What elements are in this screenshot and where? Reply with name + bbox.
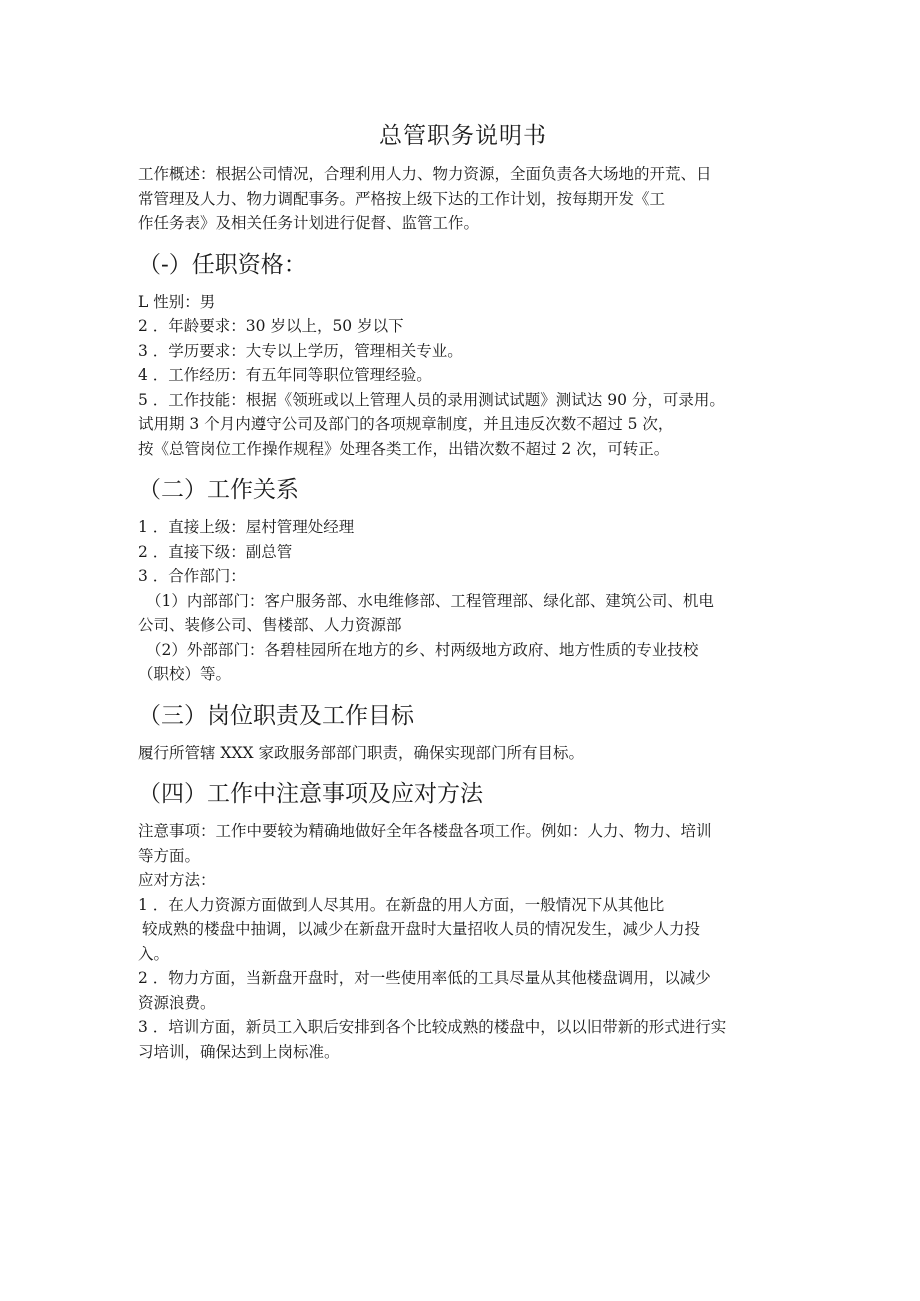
- method-line: 入。: [138, 944, 170, 963]
- relation-line: 1 ．直接上级：屋村管理处经理: [138, 518, 355, 536]
- document-page: [138, 118, 788, 1064]
- methods-label: 应对方法：: [138, 871, 216, 889]
- duties-line: 履行所管辖 XXX 家政服务部部门职责，确保实现部门所有目标。: [138, 743, 584, 762]
- qualification-line: 试用期 3 个月内遵守公司及部门的各项规章制度，并且违反次数不超过 5 次，: [138, 415, 674, 433]
- qualifications-list: [138, 290, 788, 462]
- qualification-line: 5 ．工作技能：根据《领班或以上管理人员的录用测试试题》测试达 90 分，可录用。: [138, 390, 725, 409]
- section-heading-qualifications: （-）任职资格：: [138, 251, 307, 278]
- overview-line: 工作概述：根据公司情况，合理利用人力、物力资源，全面负责各大场地的开荒、日: [138, 165, 712, 183]
- notes-paragraph: [138, 819, 788, 1064]
- qualification-line: 3 ．学历要求：大专以上学历，管理相关专业。: [138, 341, 463, 360]
- method-line: 3 ．培训方面，新员工入职后安排到各个比较成熟的楼盘中，以以旧带新的形式进行实: [138, 1018, 727, 1036]
- overview-line: 作任务表》及相关任务计划进行促督、监管工作。: [138, 214, 480, 232]
- relation-line: 3 ．合作部门：: [138, 567, 246, 585]
- section-heading-relations: （二）工作关系: [138, 477, 299, 503]
- method-line: 较成熟的楼盘中抽调，以减少在新盘开盘时大量招收人员的情况发生，减少人力投: [142, 920, 701, 938]
- document-title: 总管职务说明书: [379, 123, 547, 149]
- relation-line: 2 ．直接下级：副总管: [138, 542, 293, 561]
- notes-line: 等方面。: [138, 846, 201, 865]
- internal-departments-line: 公司、装修公司、售楼部、人力资源部: [138, 616, 402, 634]
- relations-list: [138, 515, 788, 687]
- method-line: 资源浪费。: [138, 993, 216, 1012]
- internal-departments-line: （1）内部部门：客户服务部、水电维修部、工程管理部、绿化部、建筑公司、机电: [146, 591, 714, 610]
- section-heading-duties: （三）岗位职责及工作目标: [138, 702, 414, 729]
- method-line: 2 ．物力方面，当新盘开盘时，对一些使用率低的工具尽量从其他楼盘调用，以减少: [138, 969, 711, 987]
- qualification-line: L 性别：男: [138, 292, 216, 311]
- method-line: 1 ．在人力资源方面做到人尽其用。在新盘的用人方面，一般情况下从其他比: [138, 895, 665, 914]
- notes-line: 注意事项：工作中要较为精确地做好全年各楼盘各项工作。例如：人力、物力、培训: [138, 822, 712, 840]
- method-line: 习培训，确保达到上岗标准。: [138, 1042, 340, 1061]
- external-departments-line: （职校）等。: [138, 665, 232, 683]
- qualification-line: 按《总管岗位工作操作规程》处理各类工作，出错次数不超过 2 次，可转正。: [138, 439, 670, 458]
- external-departments-line: （2）外部部门：各碧桂园所在地方的乡、村两级地方政府、地方性质的专业技校: [146, 640, 699, 659]
- qualification-line: 4 ．工作经历：有五年同等职位管理经验。: [138, 366, 432, 384]
- section-heading-notes: （四）工作中注意事项及应对方法: [138, 781, 483, 807]
- overview-paragraph: [138, 162, 788, 236]
- duties-paragraph: [138, 741, 788, 766]
- qualification-line: 2 ．年龄要求：30 岁以上，50 岁以下: [138, 317, 404, 335]
- overview-line: 常管理及人力、物力调配事务。严格按上级下达的工作计划，按每期开发《工: [138, 189, 666, 208]
